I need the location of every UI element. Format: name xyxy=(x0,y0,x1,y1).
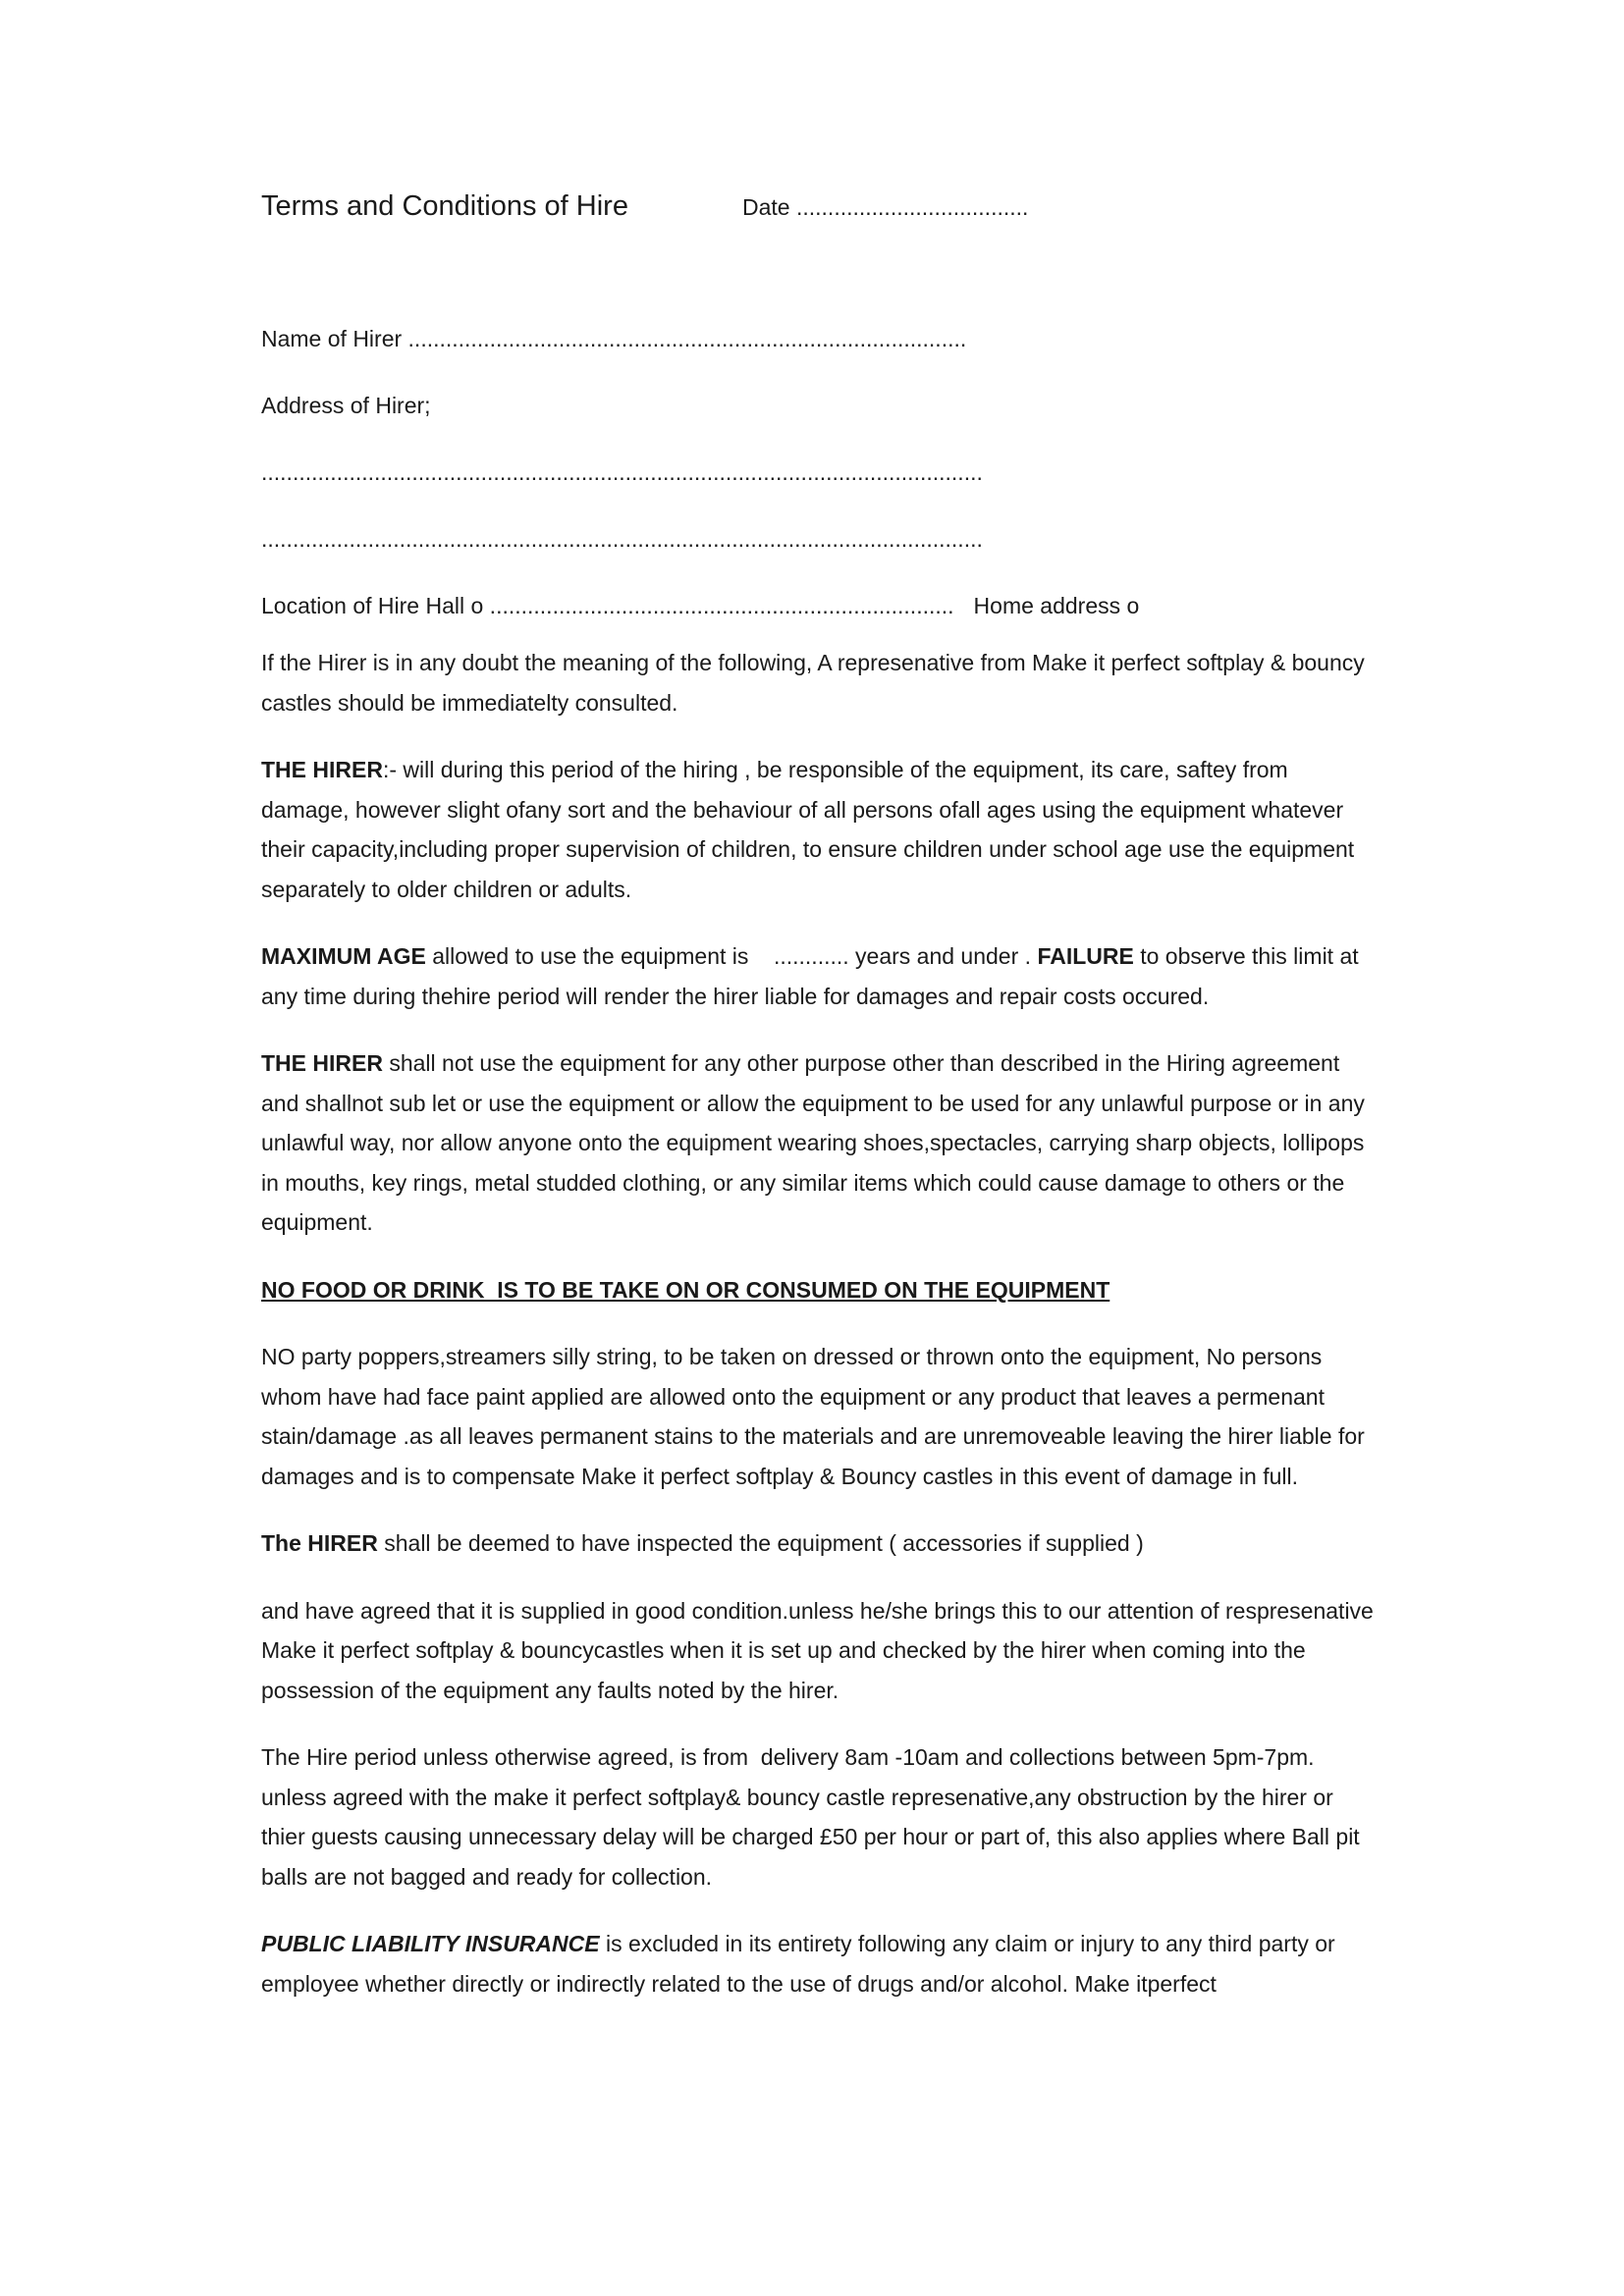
document-title: Terms and Conditions of Hire xyxy=(261,190,628,222)
doubt-paragraph: If the Hirer is in any doubt the meaning of the following, A represenative from Make it perfect softplay & bouncy castles should be immediatelty consulted. xyxy=(261,650,1365,716)
maximum-age-lead: MAXIMUM AGE xyxy=(261,943,426,969)
hirer-use-lead: THE HIRER xyxy=(261,1050,383,1076)
hirer-responsibility-paragraph xyxy=(261,750,1380,909)
location-home-option: Home address o xyxy=(973,593,1140,618)
failure-lead: FAILURE xyxy=(1037,943,1134,969)
public-liability-lead: PUBLIC LIABILITY INSURANCE xyxy=(261,1931,600,1956)
document-body xyxy=(261,187,1380,2031)
location-of-hire-field xyxy=(261,586,1380,625)
inspected-lead: The HIRER xyxy=(261,1530,378,1556)
no-party-poppers-paragraph: NO party poppers,streamers silly string, to be taken on dressed or thrown onto the equipment, No persons whom have had face paint applied are allowed onto the equipment or any product that leaves a permenant stain/damage .as all leaves permanent stains to the materials and are unremoveable leaving the hirer liable for damages and is to compensate Make it perfect softplay & Bouncy castles in this event of damage in full. xyxy=(261,1344,1365,1489)
public-liability-text: is excluded in its entirety following any claim or injury to any third party or employee whether directly or indirectly related to the use of drugs and/or alcohol. Make itperfect xyxy=(261,1931,1335,1997)
maximum-age-text-before: allowed to use the equipment is ............ years and under . xyxy=(425,943,1038,969)
date-field: Date ..................................... xyxy=(742,194,1029,220)
address-line-1: ................................................................................................................... xyxy=(261,459,983,485)
title-row xyxy=(261,187,1380,236)
hire-period-paragraph: The Hire period unless otherwise agreed, is from delivery 8am -10am and collections between 5pm-7pm. unless agreed with the make it perfect softplay& bouncy castle represenative,any obstruction by the hirer or thier guests causing unnecessary delay will be charged £50 per hour or part of, this also applies where Ball pit balls are not bagged and ready for collection. xyxy=(261,1744,1367,1890)
hirer-responsibility-lead: THE HIRER xyxy=(261,757,383,782)
name-of-hirer-field: Name of Hirer ......................................................................................... xyxy=(261,326,967,351)
maximum-age-text-after: to observe this limit at any time during thehire period will render the hirer liable for damages and repair costs occured. xyxy=(261,943,1359,1009)
public-liability-paragraph xyxy=(261,1924,1380,2003)
inspected-text: shall be deemed to have inspected the equipment ( accessories if supplied ) xyxy=(377,1530,1144,1556)
address-label: Address of Hirer; xyxy=(261,393,431,418)
inspected-paragraph xyxy=(261,1523,1380,1564)
good-condition-paragraph: and have agreed that it is supplied in good condition.unless he/she brings this to our attention of respresenative Make it perfect softplay & bouncycastles when it is set up and checked by the hirer when coming into the possession of the equipment any faults noted by the hirer. xyxy=(261,1597,1374,1703)
no-food-heading: NO FOOD OR DRINK IS TO BE TAKE ON OR CONSUMED ON THE EQUIPMENT xyxy=(261,1276,1110,1303)
hirer-use-paragraph xyxy=(261,1043,1380,1243)
location-hall-option: Location of Hire Hall o .......................................................................... xyxy=(261,593,954,618)
hirer-responsibility-text: :- will during this period of the hiring , be responsible of the equipment, its care, saftey from damage, however slight ofany sort and the behaviour of all persons ofall ages using the equipment whatever their capacity,including proper supervision of children, to ensure children under school age use the equipment separately to older children or adults. xyxy=(261,757,1355,902)
maximum-age-paragraph xyxy=(261,936,1380,1016)
hirer-use-text: shall not use the equipment for any other purpose other than described in the Hiring agreement and shallnot sub let or use the equipment or allow the equipment to be used for any unlawful purpose or in any unlawful way, nor allow anyone onto the equipment wearing shoes,spectacles, carrying sharp objects, lollipops in mouths, key rings, metal studded clothing, or any similar items which could cause damage to others or the equipment. xyxy=(261,1050,1365,1235)
address-line-2: ................................................................................................................... xyxy=(261,526,983,552)
